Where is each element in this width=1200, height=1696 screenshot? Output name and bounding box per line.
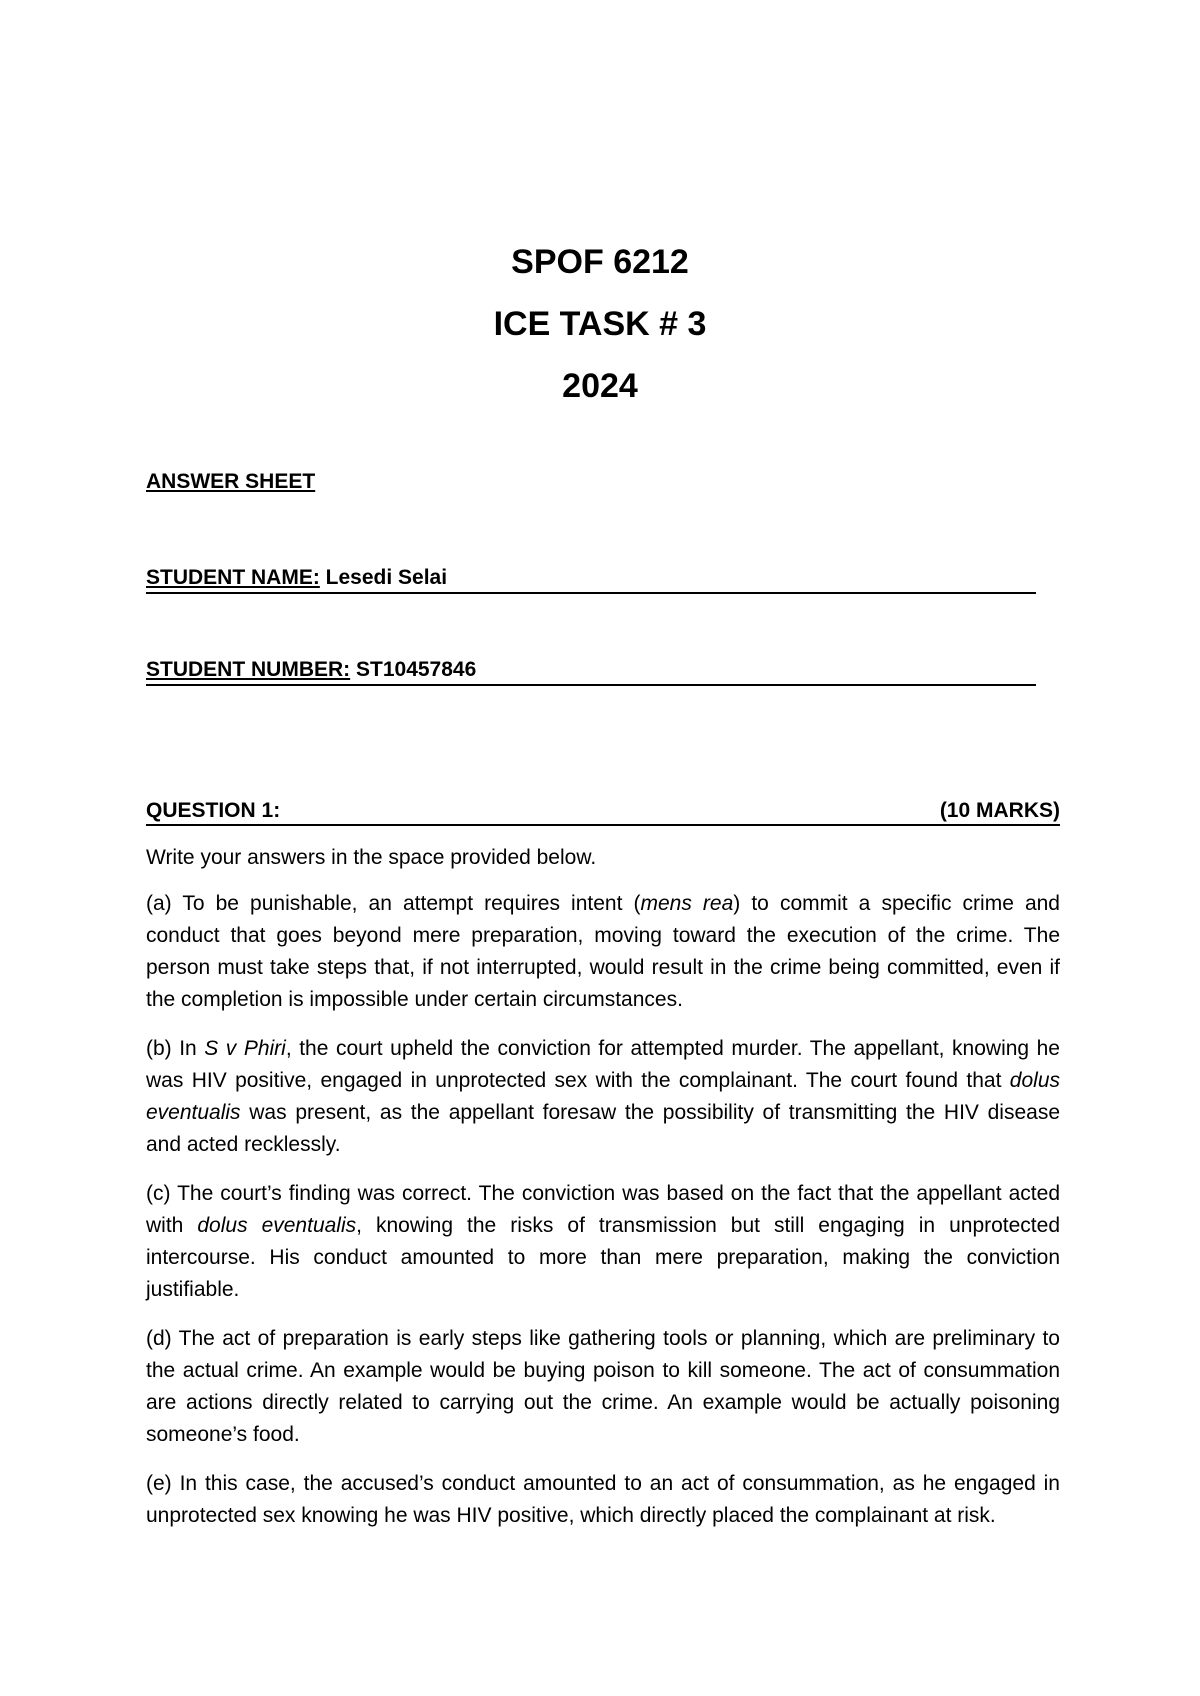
answer-e: (e) In this case, the accused’s conduct amounted to an act of consummation, as he engaged in unprotected sex knowing he was HIV positive, which directly placed the complainant at risk. bbox=[146, 1472, 1060, 1527]
student-name-field bbox=[146, 565, 1036, 594]
answer-b: (b) In S v Phiri, the court upheld the conviction for attempted murder. The appellant, knowing he was HIV positive, engaged in unprotected sex with the complainant. The court found that dolus eventualis was present, as the appellant foresaw the possibility of transmitting the HIV disease and acted recklessly. bbox=[146, 1037, 1060, 1156]
year: 2024 bbox=[562, 367, 638, 405]
answer-d: (d) The act of preparation is early steps like gathering tools or planning, which are preliminary to the actual crime. An example would be buying poison to kill someone. The act of consummation are actions directly related to carrying out the crime. An example would be actually poisoning someone’s food. bbox=[146, 1327, 1060, 1446]
course-code: SPOF 6212 bbox=[511, 243, 689, 281]
student-name-label: STUDENT NAME: bbox=[146, 566, 320, 589]
question-marks: (10 MARKS) bbox=[939, 799, 1060, 822]
answer-c: (c) The court’s finding was correct. The conviction was based on the fact that the appellant acted with dolus eventualis, knowing the risks of transmission but still engaging in unprotected intercourse. His conduct amounted to more than mere preparation, making the conviction justifiable. bbox=[146, 1182, 1060, 1301]
student-number-value: ST10457846 bbox=[356, 658, 477, 681]
student-number-field bbox=[146, 657, 1036, 686]
student-number-label: STUDENT NUMBER: bbox=[146, 658, 351, 681]
question-instruction: Write your answers in the space provided below. bbox=[146, 846, 597, 869]
answer-sheet-heading: ANSWER SHEET bbox=[146, 470, 316, 493]
student-name-value: Lesedi Selai bbox=[325, 566, 448, 589]
task-title: ICE TASK # 3 bbox=[493, 305, 707, 343]
question-heading bbox=[146, 798, 1060, 826]
answer-a: (a) To be punishable, an attempt requires intent (mens rea) to commit a specific crime and conduct that goes beyond mere preparation, moving toward the execution of the crime. The person must take steps that, if not interrupted, would result in the crime being committed, even if the completion is impossible under certain circumstances. bbox=[146, 892, 1060, 1011]
question-label: QUESTION 1: bbox=[146, 799, 281, 822]
